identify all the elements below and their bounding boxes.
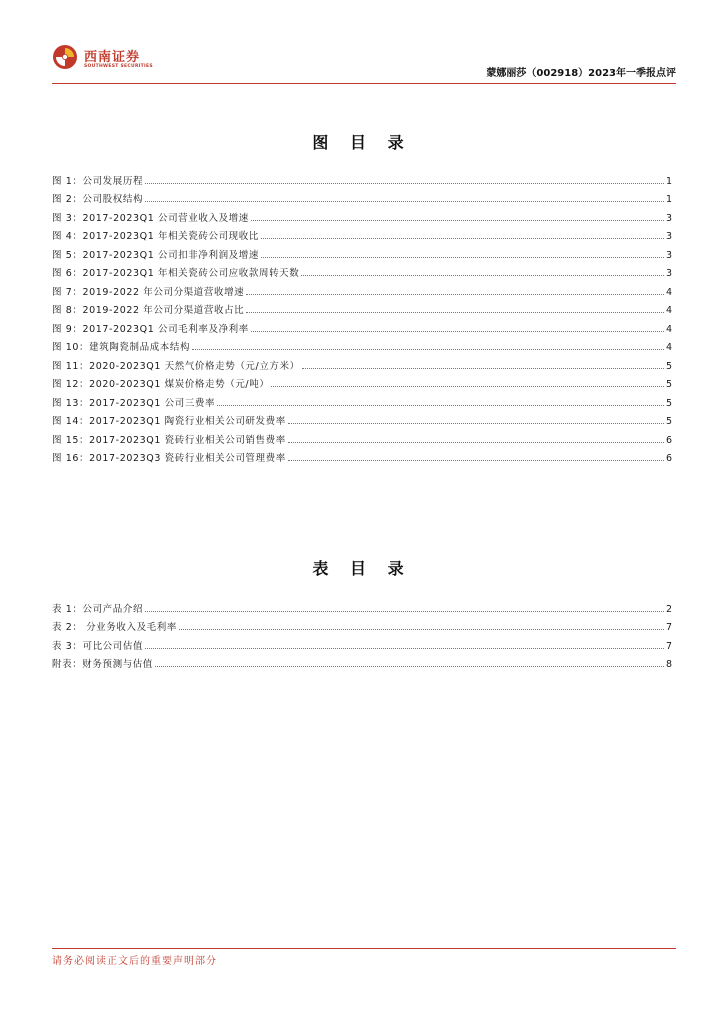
toc-entry[interactable]: [52, 652, 672, 671]
footer-divider: [52, 948, 676, 949]
toc-entry[interactable]: [52, 187, 672, 206]
toc-entry-page: 4: [665, 286, 672, 298]
toc-entry[interactable]: [52, 261, 672, 280]
toc-entry-page: 4: [665, 342, 672, 353]
toc-leader-dots: [271, 386, 664, 387]
toc-entry-label: 图 2：公司股权结构: [52, 194, 144, 205]
toc-entry-label: 附表：财务预测与估值: [52, 659, 154, 670]
toc-entry-page: 1: [665, 175, 672, 187]
toc-leader-dots: [251, 331, 664, 332]
toc-leader-dots: [301, 275, 664, 276]
toc-entry-label: 表 2： 分业务收入及毛利率: [52, 622, 177, 633]
figure-toc-title: 图 目 录: [312, 133, 412, 152]
toc-leader-dots: [261, 257, 664, 258]
footer-disclaimer: 请务必阅读正文后的重要声明部分: [52, 956, 217, 967]
toc-entry-label: 图 5：2017-2023Q1 公司扣非净利润及增速: [52, 249, 259, 261]
header-divider: [52, 83, 676, 84]
toc-entry[interactable]: [52, 596, 672, 615]
toc-entry-label: 图 14：2017-2023Q1 陶瓷行业相关公司研发费率: [52, 416, 286, 427]
toc-leader-dots: [145, 183, 664, 184]
toc-entry-label: 图 3：2017-2023Q1 公司营业收入及增速: [52, 212, 249, 224]
toc-entry-label: 图 10：建筑陶瓷制品成本结构: [52, 342, 191, 353]
logo-text-cn: 西南证券: [84, 50, 141, 65]
toc-entry-page: 5: [665, 397, 672, 409]
toc-entry-page: 3: [665, 268, 672, 279]
toc-entry[interactable]: [52, 353, 672, 372]
toc-entry-page: 7: [665, 640, 672, 652]
toc-leader-dots: [192, 349, 664, 350]
toc-entry-label: 图 13：2017-2023Q1 公司三费率: [52, 397, 216, 409]
toc-entry[interactable]: [52, 205, 672, 224]
toc-entry[interactable]: [52, 409, 672, 428]
toc-entry-page: 3: [665, 249, 672, 261]
toc-entry-page: 3: [665, 212, 672, 224]
toc-leader-dots: [288, 442, 664, 443]
toc-leader-dots: [145, 648, 664, 649]
logo-text-en: SOUTHWEST SECURITIES: [84, 64, 153, 69]
toc-entry-page: 3: [665, 231, 672, 242]
toc-entry[interactable]: [52, 372, 672, 391]
toc-entry-page: 1: [665, 194, 672, 205]
toc-leader-dots: [145, 611, 664, 612]
toc-entry[interactable]: [52, 298, 672, 317]
toc-entry-label: 表 3：可比公司估值: [52, 640, 144, 652]
toc-entry-label: 图 11：2020-2023Q1 天然气价格走势（元/立方米）: [52, 360, 300, 372]
toc-entry[interactable]: [52, 427, 672, 446]
toc-entry-label: 图 15：2017-2023Q1 瓷砖行业相关公司销售费率: [52, 434, 286, 446]
toc-leader-dots: [251, 220, 664, 221]
toc-entry-label: 图 4：2017-2023Q1 年相关瓷砖公司现收比: [52, 231, 259, 242]
report-title: 蒙娜丽莎（002918）2023年一季报点评: [486, 68, 676, 79]
toc-entry-label: 图 9：2017-2023Q1 公司毛利率及净利率: [52, 323, 249, 335]
toc-entry[interactable]: [52, 390, 672, 409]
toc-entry-label: 图 16：2017-2023Q3 瓷砖行业相关公司管理费率: [52, 453, 286, 464]
toc-leader-dots: [179, 629, 664, 630]
toc-entry[interactable]: [52, 224, 672, 243]
toc-entry-page: 5: [665, 360, 672, 372]
toc-entry[interactable]: [52, 279, 672, 298]
toc-entry-page: 7: [665, 622, 672, 633]
toc-entry-page: 2: [665, 603, 672, 615]
toc-entry[interactable]: [52, 168, 672, 187]
toc-leader-dots: [155, 666, 664, 667]
figure-toc-list: [52, 168, 672, 464]
toc-entry-page: 8: [665, 659, 672, 670]
toc-leader-dots: [145, 201, 664, 202]
toc-leader-dots: [217, 405, 664, 406]
toc-entry[interactable]: [52, 633, 672, 652]
toc-entry-page: 6: [665, 434, 672, 446]
toc-entry[interactable]: [52, 316, 672, 335]
toc-entry-page: 5: [665, 379, 672, 390]
toc-entry-page: 4: [665, 305, 672, 316]
toc-entry-label: 图 7：2019-2022 年公司分渠道营收增速: [52, 286, 245, 298]
table-toc-list: [52, 596, 672, 670]
page-header: [52, 36, 676, 84]
toc-leader-dots: [246, 294, 664, 295]
toc-leader-dots: [261, 238, 664, 239]
toc-entry[interactable]: [52, 242, 672, 261]
toc-entry-label: 图 12：2020-2023Q1 煤炭价格走势（元/吨）: [52, 379, 270, 390]
toc-entry[interactable]: [52, 615, 672, 634]
logo-mark-icon: [52, 44, 78, 70]
toc-leader-dots: [288, 460, 664, 461]
toc-entry-label: 图 6：2017-2023Q1 年相关瓷砖公司应收款周转天数: [52, 268, 300, 279]
toc-leader-dots: [246, 312, 664, 313]
toc-leader-dots: [288, 423, 664, 424]
toc-entry[interactable]: [52, 335, 672, 354]
toc-entry-page: 4: [665, 323, 672, 335]
toc-entry-page: 5: [665, 416, 672, 427]
table-toc-title: 表 目 录: [312, 559, 412, 578]
toc-entry-page: 6: [665, 453, 672, 464]
toc-entry[interactable]: [52, 446, 672, 465]
toc-leader-dots: [302, 368, 664, 369]
toc-entry-label: 图 8：2019-2022 年公司分渠道营收占比: [52, 305, 245, 316]
toc-entry-label: 表 1：公司产品介绍: [52, 603, 144, 615]
toc-entry-label: 图 1：公司发展历程: [52, 175, 144, 187]
